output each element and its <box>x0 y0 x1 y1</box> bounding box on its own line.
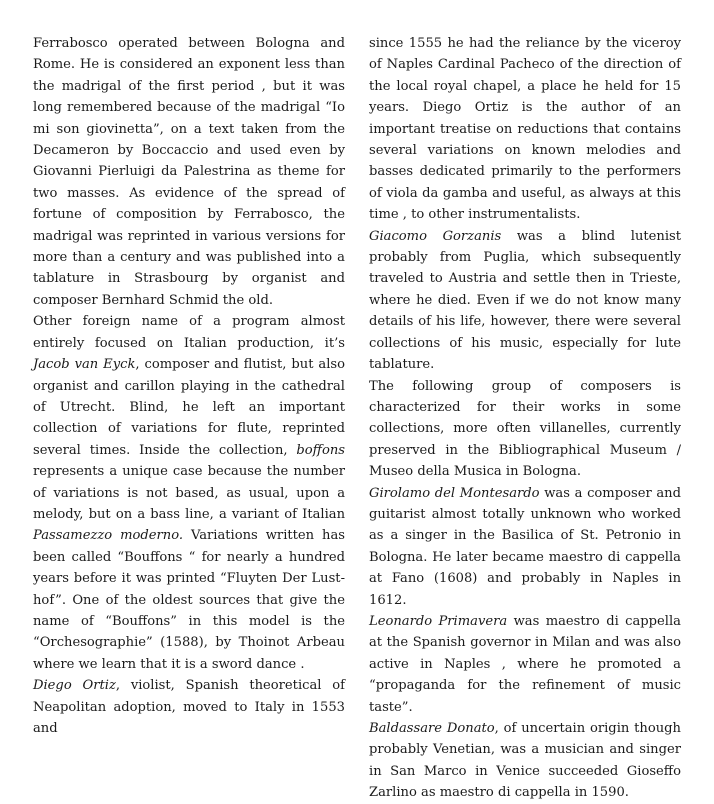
paragraph-text: Ferrabosco operated between Bologna and Rome. He is considered an exponent less than the madrigal of the first period , but it was long remembered because of the madrigal “Io mi son giovinetta”, on a text taken from the Decameron by Boccaccio and used even by Giovanni Pierluigi da Palestrina as theme for two masses. As evidence of the spread of fortune of composition by Ferrabosco, the madrigal was reprinted in various versions for more than a century and was published into a tablature in Strasbourg by organist and composer Bernhard Schmid the old. <box>33 36 345 308</box>
left-column <box>33 33 345 739</box>
paragraph-ortiz-start <box>33 675 345 739</box>
paragraph-text: was a composer and guitarist almost totally unknown who worked as a singer in the Basilica of St. Petronio in Bologna. He later became maestro di cappella at Fano (1608) and probably in Naples in 1612. <box>369 485 681 608</box>
composer-name-gorzanis: Giacomo Gorzanis <box>369 228 502 244</box>
composer-name-montesardo: Girolamo del Montesardo <box>369 485 540 501</box>
paragraph-text: , of uncertain origin though probably Venetian, was a musician and singer in San Marco in Venice succeeded Gioseffo Zarlino as maestro di cappella in 1590. <box>369 721 681 801</box>
paragraph-text: Variations written has been called “Bouffons “ for nearly a hundred years before it was printed “Fluyten Der Lust-hof”. One of the oldest sources that give the name of “Bouffons” in this model is the “Orchesographie” (1588), by Thoinot Arbeau where we learn that it is a sword dance . <box>33 528 345 672</box>
paragraph-text: since 1555 he had the reliance by the viceroy of Naples Cardinal Pacheco of the direction of the local royal chapel, a place he held for 15 years. Diego Ortiz is the author of an important treatise on reductions that contains several variations on known melodies and basses dedicated primarily to the performers of viola da gamba and useful, as always at this time , to other instrumentalists. <box>369 36 681 223</box>
paragraph-gorzanis <box>369 226 681 376</box>
paragraph-van-eyck <box>33 311 345 675</box>
paragraph-text: , composer and flutist, but also organist and carillon playing in the cathedral of Utrecht. Blind, he left an important collection of variations for flute, reprinted several times. Inside the collection, <box>33 357 346 458</box>
paragraph-text: was maestro di cappella at the Spanish governor in Milan and was also active in Naples , where he promoted a “propaganda for the refinement of music taste”. <box>369 613 681 715</box>
paragraph-donato <box>369 718 681 804</box>
composer-name-van-eyck: Jacob van Eyck <box>33 357 136 373</box>
paragraph-primavera <box>369 611 681 718</box>
work-title-passamezzo: Passamezzo moderno. <box>33 528 184 544</box>
composer-name-ortiz: Diego Ortiz <box>33 678 116 694</box>
work-title-boffons: boffons <box>296 442 345 458</box>
paragraph-montesardo <box>369 483 681 611</box>
paragraph-ortiz-continued <box>369 33 681 226</box>
paragraph-text: Other foreign name of a program almost entirely focused on Italian production, it’s <box>33 314 345 351</box>
composer-name-donato: Baldassare Donato <box>369 721 495 736</box>
paragraph-text: , violist, Spanish theoretical of Neapolitan adoption, moved to Italy in 1553 and <box>33 678 345 736</box>
paragraph-text: was a blind lutenist probably from Puglia, which subsequently traveled to Austria and settle then in Trieste, where he died. Even if we do not know many details of his life, however, there were several collections of his music, especially for lute tablature. <box>369 228 682 373</box>
composer-name-primavera: Leonardo Primavera <box>369 613 508 629</box>
paragraph-composer-group <box>369 376 681 483</box>
paragraph-ferrabosco <box>33 33 345 311</box>
right-column <box>369 33 681 804</box>
paragraph-text: represents a unique case because the number of variations is not based, as usual, upon a melody, but on a bass line, a variant of Italian <box>33 464 345 522</box>
paragraph-text: The following group of composers is characterized for their works in some collections, more often villanelles, currently preserved in the Bibliographical Museum / Museo della Musica in Bologna. <box>369 378 681 480</box>
